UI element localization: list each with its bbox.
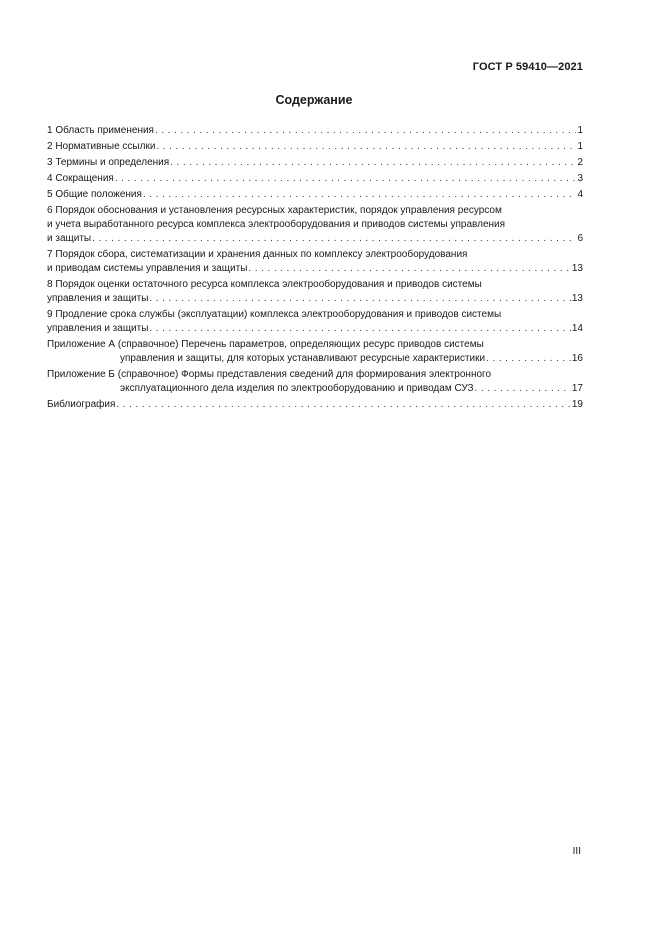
toc-entry-page: 4	[577, 189, 583, 200]
toc-entry-text: управления и защиты, для которых устанавливают ресурсные характеристики	[120, 353, 486, 364]
toc-entry-text: 6 Порядок обоснования и установления ресурсных характеристик, порядок управления ресурсом	[47, 205, 502, 216]
standard-code: ГОСТ Р 59410—2021	[472, 61, 583, 73]
toc-entry[interactable]	[47, 278, 583, 306]
toc-entry-page: 13	[571, 263, 583, 274]
dot-leader	[486, 352, 571, 366]
toc-entry[interactable]	[47, 188, 583, 202]
toc-entry-page: 2	[577, 157, 583, 168]
toc-entry-text: 4 Сокращения	[47, 173, 114, 184]
toc-entry[interactable]	[47, 204, 583, 246]
toc-entry-text: Приложение Б (справочное) Формы представления сведений для формирования электронного	[47, 369, 492, 380]
toc-entry-text: 5 Общие положения	[47, 189, 142, 200]
toc-entry[interactable]	[47, 368, 583, 396]
toc-entry[interactable]	[47, 156, 583, 170]
toc-entry-text: и учета выработанного ресурса комплекса электрооборудования и приводов системы управления	[47, 219, 506, 230]
dot-leader	[149, 322, 570, 336]
toc-entry[interactable]	[47, 140, 583, 154]
toc-entry[interactable]	[47, 338, 583, 366]
toc-entry-text: Библиография	[47, 399, 116, 410]
dot-leader	[248, 262, 570, 276]
dot-leader	[149, 292, 570, 306]
toc-entry-text: управления и защиты	[47, 293, 149, 304]
toc-entry-page: 19	[571, 399, 583, 410]
toc-entry-text: 7 Порядок сбора, систематизации и хранения данных по комплексу электрооборудования	[47, 249, 468, 260]
toc-entry[interactable]	[47, 172, 583, 186]
toc-entry[interactable]	[47, 398, 583, 412]
table-of-contents	[47, 124, 583, 414]
toc-entry-text: Приложение А (справочное) Перечень параметров, определяющих ресурс приводов системы	[47, 339, 484, 350]
dot-leader	[143, 188, 577, 202]
dot-leader	[156, 140, 576, 154]
toc-entry-text: 1 Область применения	[47, 125, 154, 136]
page-number: III	[572, 846, 581, 857]
dot-leader	[115, 172, 577, 186]
toc-entry-page: 3	[577, 173, 583, 184]
toc-entry-page: 1	[577, 141, 583, 152]
toc-entry-text: управления и защиты	[47, 323, 149, 334]
toc-entry-text: 2 Нормативные ссылки	[47, 141, 156, 152]
toc-entry-text: эксплуатационного дела изделия по электрооборудованию и приводам СУЗ	[120, 383, 474, 394]
toc-entry[interactable]	[47, 248, 583, 276]
toc-entry-page: 6	[577, 233, 583, 244]
dot-leader	[475, 382, 571, 396]
dot-leader	[155, 124, 576, 138]
toc-entry-text: и приводам системы управления и защиты	[47, 263, 248, 274]
dot-leader	[170, 156, 576, 170]
toc-entry-page: 17	[571, 383, 583, 394]
toc-entry-text: 9 Продление срока службы (эксплуатации) комплекса электрооборудования и приводов системы	[47, 309, 502, 320]
toc-entry-text: и защиты	[47, 233, 92, 244]
toc-entry-page: 16	[571, 353, 583, 364]
toc-entry[interactable]	[47, 124, 583, 138]
toc-entry-text: 8 Порядок оценки остаточного ресурса комплекса электрооборудования и приводов системы	[47, 279, 482, 290]
toc-entry[interactable]	[47, 308, 583, 336]
toc-entry-page: 14	[571, 323, 583, 334]
dot-leader	[92, 232, 576, 246]
toc-entry-text: 3 Термины и определения	[47, 157, 170, 168]
toc-entry-page: 1	[577, 125, 583, 136]
toc-entry-page: 13	[571, 293, 583, 304]
toc-title: Содержание	[275, 93, 353, 107]
dot-leader	[116, 398, 570, 412]
